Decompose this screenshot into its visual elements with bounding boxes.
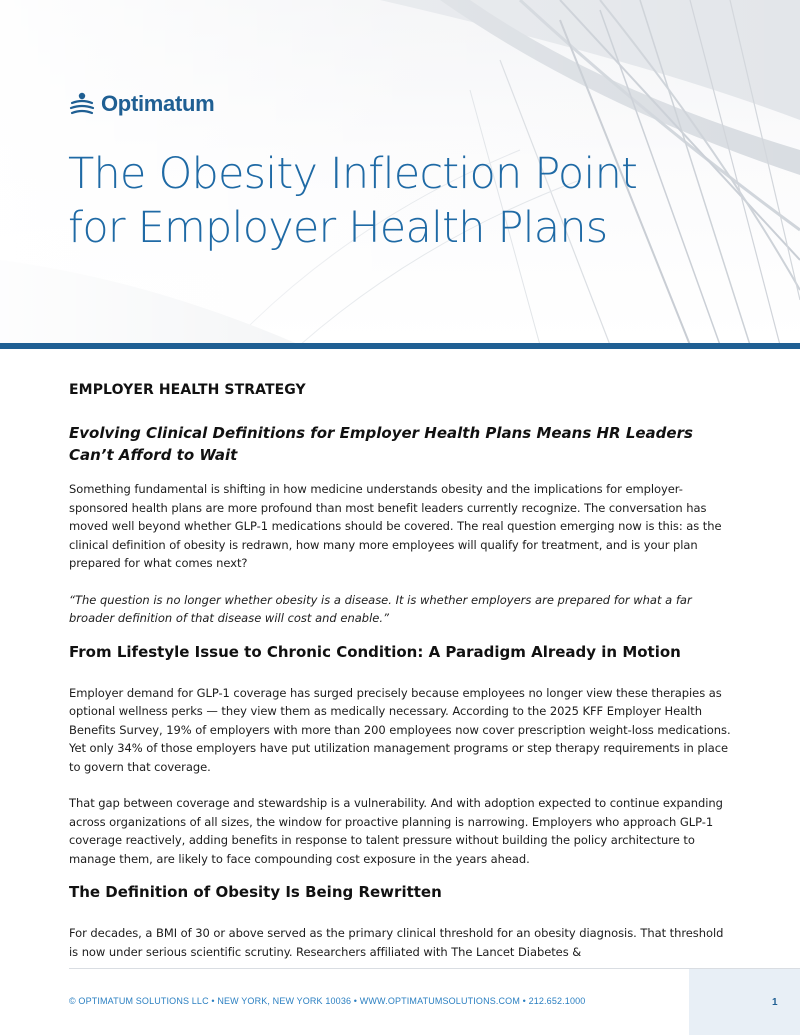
paragraph-demand: Employer demand for GLP-1 coverage has surged precisely because employees no longer view these therapies as optional wellness perks — they view them as medically necessary. According to the 2025 KFF Employer Health Benefits Survey, 19% of employers with more than 200 employees now cover prescription weight-loss medications. Yet only 34% of those employers have put utilization management programs or step therapy requirements in place to govern that coverage. bbox=[69, 685, 731, 774]
people-waves-icon bbox=[69, 91, 95, 117]
page-number: 1 bbox=[772, 997, 778, 1008]
paragraph-intro: Something fundamental is shifting in how medicine understands obesity and the implications for employer-sponsored health plans are more profound than most benefit leaders currently recognize. The conversation has moved well beyond whether GLP-1 medications should be covered. The real question emerging now is this: as the clinical definition of obesity is redrawn, how many more employees will qualify for treatment, and is your plan prepared for what comes next? bbox=[69, 482, 722, 570]
section-label: EMPLOYER HEALTH STRATEGY bbox=[69, 382, 306, 398]
section-heading-definition: The Definition of Obesity Is Being Rewritten bbox=[69, 883, 442, 901]
document-title bbox=[68, 147, 708, 255]
footer-contact: © OPTIMATUM SOLUTIONS LLC • NEW YORK, NEW YORK 10036 • WWW.OPTIMATUMSOLUTIONS.COM • 212.652.1000 bbox=[69, 996, 586, 1006]
paragraph-bmi: For decades, a BMI of 30 or above served as the primary clinical threshold for an obesity diagnosis. That threshold is now under serious scientific scrutiny. Researchers affiliated with The Lancet Diabetes & bbox=[69, 926, 724, 959]
article-body bbox=[69, 376, 731, 961]
title-line-2: for Employer Health Plans bbox=[68, 203, 608, 253]
header-divider bbox=[0, 343, 800, 349]
pull-quote: “The question is no longer whether obesity is a disease. It is whether employers are prepared for what a far broader definition of that disease will cost and enable.” bbox=[69, 592, 692, 625]
page-number-box bbox=[689, 969, 800, 1035]
section-heading-paradigm: From Lifestyle Issue to Chronic Condition: A Paradigm Already in Motion bbox=[69, 642, 681, 661]
paragraph-gap: That gap between coverage and stewardship is a vulnerability. And with adoption expected to continue expanding across organizations of all sizes, the window for proactive planning is narrowing. Employers who approach GLP-1 coverage reactively, adding benefits in response to talent pressure without building the policy architecture to manage them, are likely to face compounding cost exposure in the years ahead. bbox=[69, 796, 723, 866]
header-banner bbox=[0, 0, 800, 345]
brand-logo bbox=[69, 91, 214, 117]
brand-name: Optimatum bbox=[101, 91, 215, 116]
title-line-1: The Obesity Inflection Point bbox=[68, 149, 638, 199]
article-subhead: Evolving Clinical Definitions for Employer Health Plans Means HR Leaders Can’t Afford to Wait bbox=[69, 424, 693, 464]
